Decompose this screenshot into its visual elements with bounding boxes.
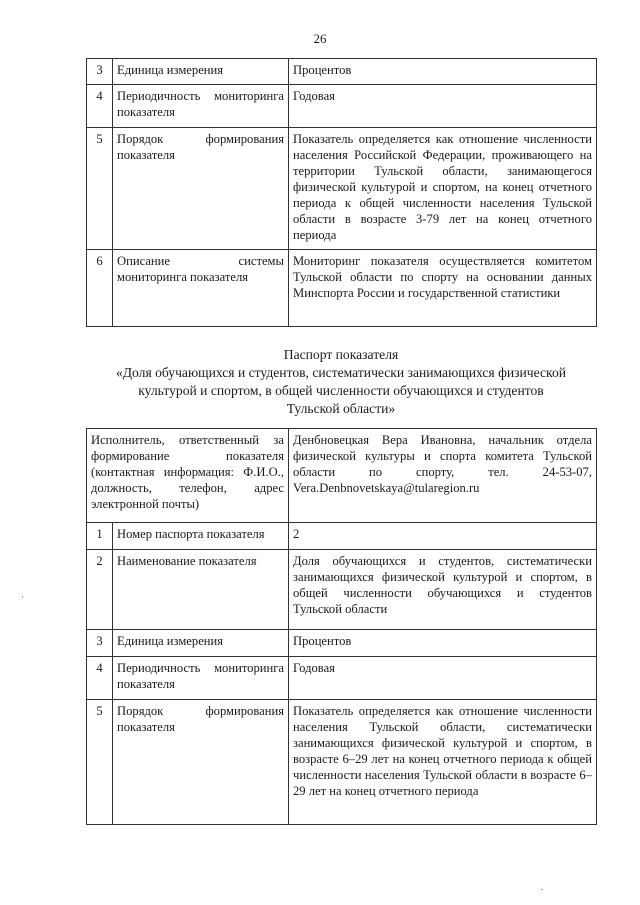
row-value: Годовая (289, 85, 597, 128)
row-value: Процентов (289, 630, 597, 657)
row-number: 6 (87, 250, 113, 327)
row-number: 4 (87, 657, 113, 700)
row-label: Периодичность мониторинга показателя (113, 85, 289, 128)
executor-label: Исполнитель, ответственный за формирование показателя (контактная информация: Ф.И.О., должность, телефон, адрес электронной почты) (87, 429, 289, 523)
indicator-passport-table (86, 428, 597, 825)
row-value: Доля обучающихся и студентов, систематически занимающихся физической культурой и спортом, в общей численности обучающихся и студентов Тульской области (289, 550, 597, 630)
indicator-name-line: культурой и спортом, в общей численности обучающихся и студентов (138, 383, 544, 398)
scan-speck (541, 889, 543, 890)
table-row (87, 59, 597, 85)
row-number: 5 (87, 128, 113, 250)
row-label: Единица измерения (113, 630, 289, 657)
row-value: Процентов (289, 59, 597, 85)
indicator-name-line: «Доля обучающихся и студентов, систематически занимающихся физической (115, 365, 567, 380)
row-value: Годовая (289, 657, 597, 700)
row-value: Показатель определяется как отношение численности населения Российской Федерации, проживающего на территории Тульской области, занимающегося физической культурой и спортом, на конец отчетного периода к общей численности населения Тульской области в возрасте 3-79 лет на конец отчетного периода (289, 128, 597, 250)
row-number: 2 (87, 550, 113, 630)
table-row (87, 550, 597, 630)
table-row (87, 630, 597, 657)
row-number: 3 (87, 630, 113, 657)
table-row (87, 85, 597, 128)
table-row-executor (87, 429, 597, 523)
row-number: 3 (87, 59, 113, 85)
row-label: Номер паспорта показателя (113, 523, 289, 550)
row-number: 1 (87, 523, 113, 550)
table-row (87, 523, 597, 550)
row-label: Порядок формирования показателя (113, 128, 289, 250)
scan-speck (22, 596, 23, 598)
table-row (87, 700, 597, 825)
row-label: Наименование показателя (113, 550, 289, 630)
row-number: 4 (87, 85, 113, 128)
row-value: 2 (289, 523, 597, 550)
passport-title: Паспорт показателя (283, 347, 399, 362)
passport-heading (86, 346, 596, 418)
row-label: Порядок формирования показателя (113, 700, 289, 825)
row-label: Периодичность мониторинга показателя (113, 657, 289, 700)
row-value: Мониторинг показателя осуществляется комитетом Тульской области по спорту на основании данных Минспорта России и государственной статистики (289, 250, 597, 327)
page-number: 26 (313, 31, 327, 46)
row-label: Единица измерения (113, 59, 289, 85)
indicator-name-line: Тульской области» (286, 401, 396, 416)
executor-value: Денбновецкая Вера Ивановна, начальник отдела физической культуры и спорта комитета Тульской области по спорту, тел. 24-53-07, Vera.Denbnovetskaya@tularegion.ru (289, 429, 597, 523)
table-row (87, 657, 597, 700)
indicator-table-continued (86, 58, 597, 327)
row-value: Показатель определяется как отношение численности населения Тульской области, систематически занимающихся физической культурой и спортом, в возрасте 6–29 лет на конец отчетного периода к общей численности населения Тульской области в возрасте 6–29 лет на конец отчетного периода (289, 700, 597, 825)
row-label: Описание системы мониторинга показателя (113, 250, 289, 327)
table-row (87, 250, 597, 327)
row-number: 5 (87, 700, 113, 825)
table-row (87, 128, 597, 250)
